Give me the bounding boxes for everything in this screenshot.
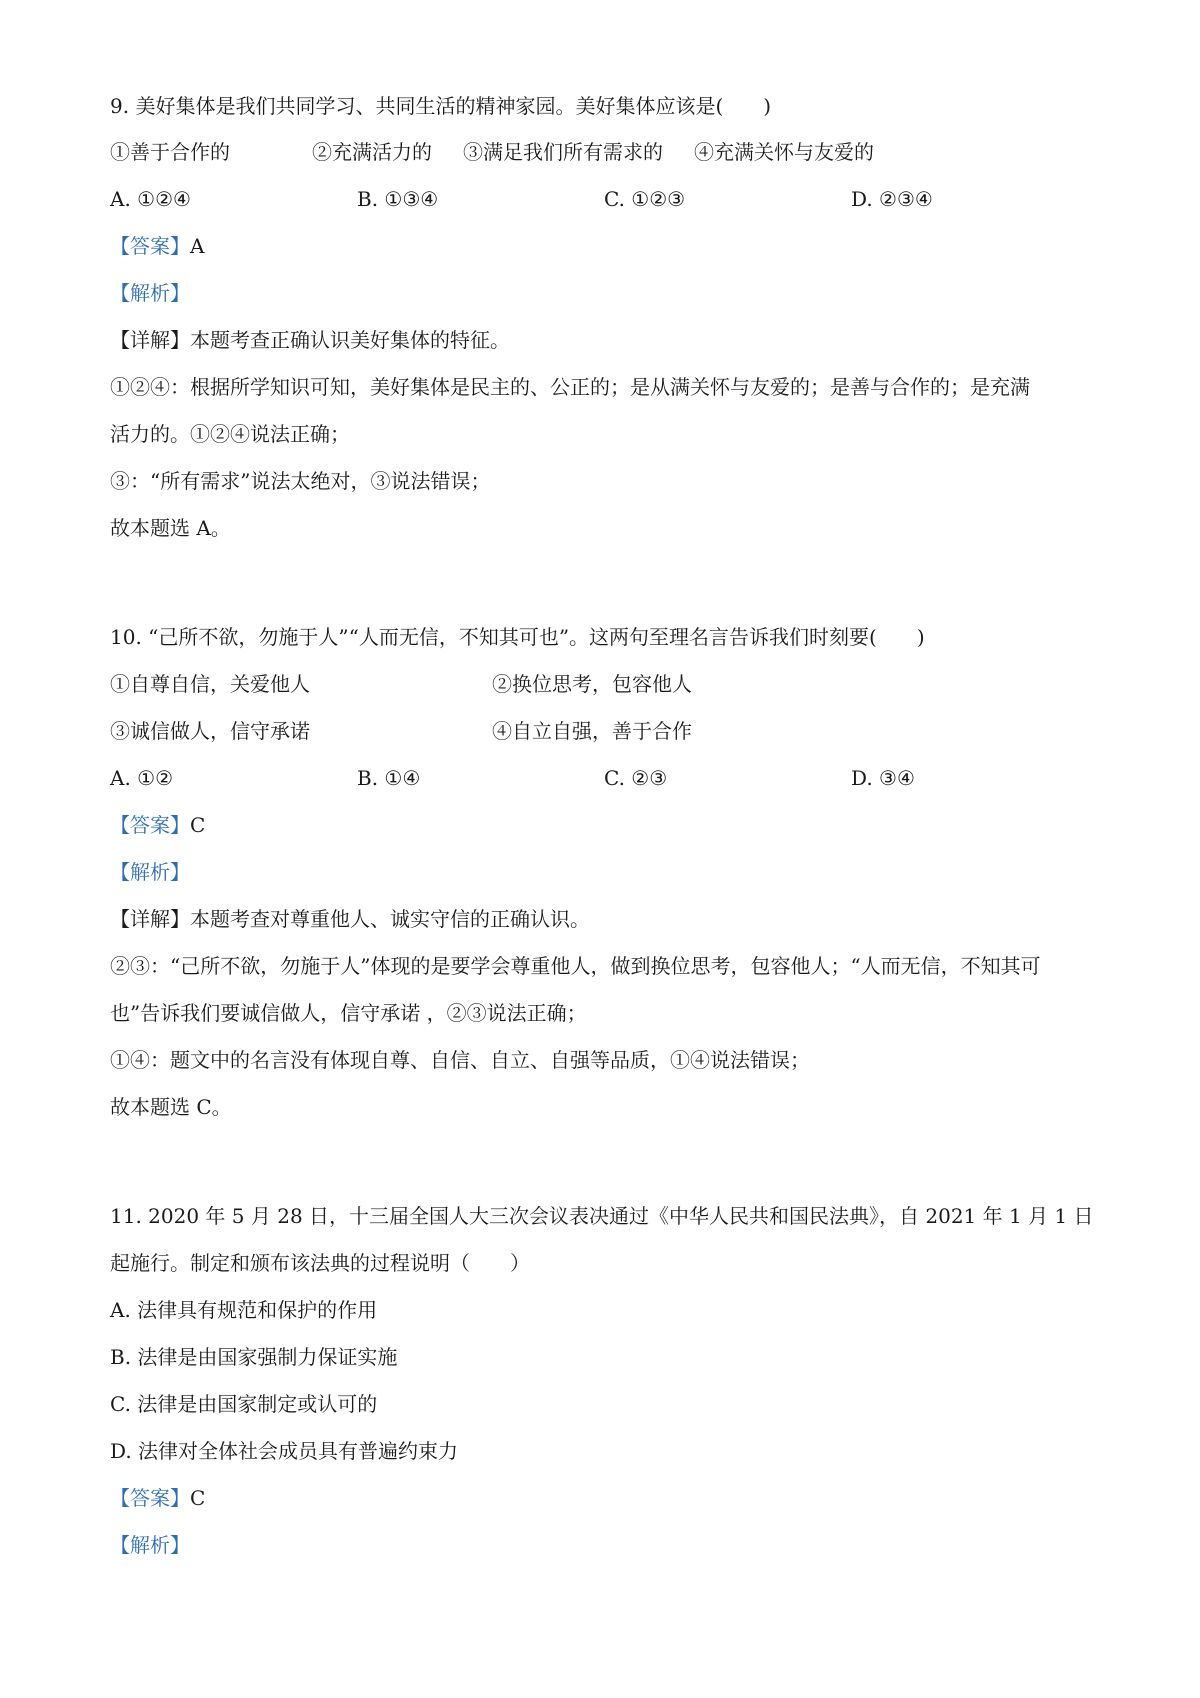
q10-explanation-line-2: 也”告诉我们要诚信做人，信守承诺 ，②③说法正确；: [110, 1001, 587, 1025]
q10-explanation-line-3: ①④：题文中的名言没有体现自尊、自信、自立、自强等品质，①④说法错误；: [110, 1048, 810, 1072]
q9-explanation-line-3: ③：“所有需求”说法太绝对，③说法错误；: [110, 469, 491, 493]
q9-detail: [110, 327, 510, 353]
answer-label: 【答案】: [110, 234, 190, 258]
q11-option-b: B. 法律是由国家强制力保证实施: [110, 1345, 398, 1369]
answer-value: A: [190, 234, 205, 258]
q9-item-3: ③满足我们所有需求的: [463, 140, 663, 164]
q10-item-3: ③诚信做人，信守承诺: [110, 719, 310, 743]
q10-item-1: ①自尊自信，关爱他人: [110, 672, 310, 696]
detail-text: 本题考查正确认识美好集体的特征。: [190, 328, 510, 352]
q10-option-d: D. ③④: [851, 766, 915, 790]
q9-option-b: B. ①③④: [357, 187, 439, 211]
q10-option-c: C. ②③: [604, 766, 668, 790]
q9-option-c: C. ①②③: [604, 187, 686, 211]
q9-item-4: ④充满关怀与友爱的: [694, 140, 874, 164]
answer-value: C: [190, 1486, 206, 1510]
q9-item-1: ①善于合作的: [110, 140, 230, 164]
q9-stem: 9. 美好集体是我们共同学习、共同生活的精神家园。美好集体应该是( ): [110, 94, 772, 118]
detail-text: 本题考查对尊重他人、诚实守信的正确认识。: [190, 907, 590, 931]
detail-label: 【详解】: [110, 907, 190, 931]
answer-label: 【答案】: [110, 1486, 190, 1510]
q10-stem: 10. “己所不欲，勿施于人”“人而无信，不知其可也”。这两句至理名言告诉我们时刻要( ): [110, 625, 925, 649]
q9-option-a: A. ①②④: [110, 187, 191, 211]
q9-option-d: D. ②③④: [851, 187, 933, 211]
q11-answer: [110, 1485, 205, 1511]
q9-item-2: ②充满活力的: [312, 140, 432, 164]
q11-option-c: C. 法律是由国家制定或认可的: [110, 1392, 378, 1416]
q11-stem-line-2: 起施行。制定和颁布该法典的过程说明（ ）: [110, 1251, 530, 1275]
q10-item-2: ②换位思考，包容他人: [492, 672, 692, 696]
q9-explanation-line-1: ①②④：根据所学知识可知，美好集体是民主的、公正的；是从满关怀与友爱的；是善与合作的；是充满: [110, 375, 1030, 399]
answer-value: C: [190, 813, 206, 837]
q9-analysis-label: 【解析】: [110, 281, 190, 305]
q9-answer: [110, 233, 204, 259]
q10-conclusion: 故本题选 C。: [110, 1095, 232, 1119]
q10-explanation-line-1: ②③：“己所不欲，勿施于人”体现的是要学会尊重他人，做到换位思考，包容他人；“人而无信，不知其可: [110, 954, 1041, 978]
detail-label: 【详解】: [110, 328, 190, 352]
q10-answer: [110, 812, 205, 838]
q11-option-d: D. 法律对全体社会成员具有普遍约束力: [110, 1439, 459, 1463]
q10-analysis-label: 【解析】: [110, 860, 190, 884]
q10-detail: [110, 906, 590, 932]
q10-option-a: A. ①②: [110, 766, 174, 790]
q10-item-4: ④自立自强，善于合作: [492, 719, 692, 743]
q11-stem-line-1: 11. 2020 年 5 月 28 日，十三届全国人大三次会议表决通过《中华人民共和国民法典》，自 2021 年 1 月 1 日: [110, 1204, 1094, 1228]
q11-analysis-label: 【解析】: [110, 1533, 190, 1557]
q10-option-b: B. ①④: [357, 766, 421, 790]
q9-conclusion: 故本题选 A。: [110, 516, 231, 540]
q11-option-a: A. 法律具有规范和保护的作用: [110, 1298, 378, 1322]
answer-label: 【答案】: [110, 813, 190, 837]
q9-explanation-line-2: 活力的。①②④说法正确；: [110, 422, 350, 446]
